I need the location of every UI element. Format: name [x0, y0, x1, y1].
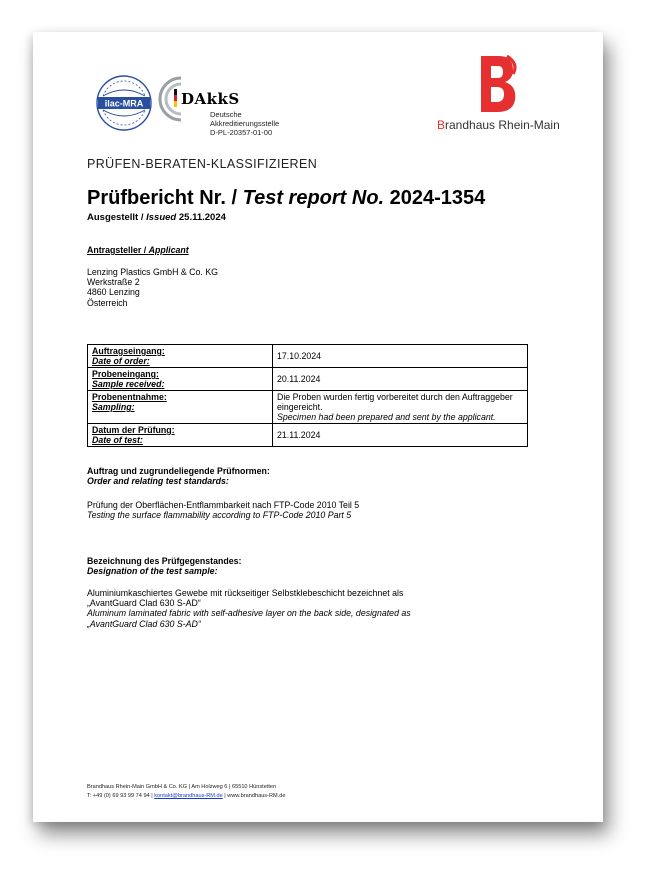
table-row: Auftragseingang: Date of order: 17.10.2024	[88, 345, 528, 368]
order-info-table	[87, 344, 528, 447]
designation-text: Aluminiumkaschiertes Gewebe mit rückseitiger Selbstklebeschicht bezeichnet als „AvantGuard Clad 630 S-AD“ Aluminum laminated fabric with self-adhesive layer on the back side, designated as „AvantGuard Clad 630 S-AD“	[87, 588, 411, 629]
designation-heading: Bezeichnung des Prüfgegenstandes: Designation of the test sample:	[87, 556, 242, 577]
email-link[interactable]: kontakt@brandhaus-RM.de	[154, 792, 223, 799]
dakks-name: DAkkS	[181, 90, 240, 108]
issued-date: Ausgestellt / Issued 25.11.2024	[87, 212, 226, 223]
report-page	[33, 32, 603, 822]
applicant-heading: Antragsteller / Applicant	[87, 245, 189, 255]
table-row: Datum der Prüfung: Date of test: 21.11.2024	[88, 424, 528, 447]
order-heading: Auftrag und zugrundeliegende Prüfnormen: Order and relating test standards:	[87, 466, 270, 487]
ilac-mra-logo	[95, 74, 153, 132]
report-title: Prüfbericht Nr. / Test report No. 2024-1354	[87, 187, 486, 209]
svg-text:ilac-MRA: ilac-MRA	[104, 98, 144, 109]
table-row: Probeneingang: Sample received: 20.11.2024	[88, 368, 528, 391]
applicant-address: Lenzing Plastics GmbH & Co. KG Werkstraße 2 4860 Lenzing Österreich	[87, 267, 219, 308]
footer: Brandhaus Rhein-Main GmbH & Co. KG | Am Holzweg 6 | 65510 Hünstetten T: +49 (0) 69 93 99 74 94 | kontakt@brandhaus-RM.de | www.brandhaus-RM.de	[87, 784, 286, 799]
brandhaus-name: Brandhaus Rhein-Main	[437, 118, 560, 132]
brandhaus-flame-logo	[473, 52, 523, 116]
table-row: Probenentnahme: Sampling: Die Proben wurden fertig vorbereitet durch den Auftraggeber eingereicht. Specimen had been prepared and sent by the applicant.	[88, 391, 528, 424]
tagline: PRÜFEN-BERATEN-KLASSIFIZIEREN	[87, 157, 318, 171]
order-text: Prüfung der Oberflächen-Entflammbarkeit nach FTP-Code 2010 Teil 5 Testing the surface flammability according to FTP-Code 2010 Part 5	[87, 500, 360, 521]
dakks-subtitle: Deutsche Akkreditierungsstelle D-PL-20357-01-00	[210, 110, 280, 137]
